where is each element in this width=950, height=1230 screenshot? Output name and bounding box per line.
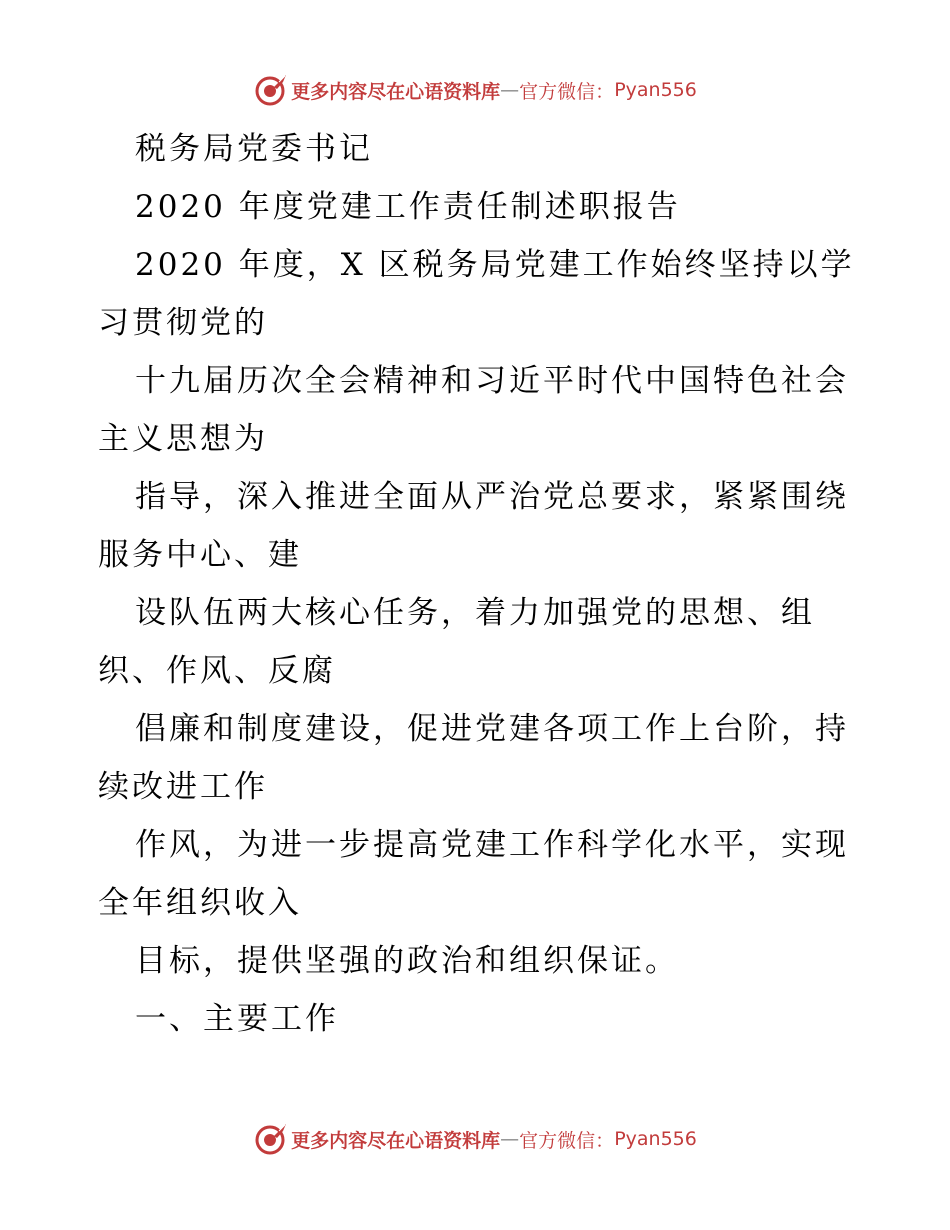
text-line: 2020 年度党建工作责任制述职报告 <box>135 189 681 225</box>
text-line: 税务局党委书记 <box>135 131 373 167</box>
text-line: 服务中心、建 <box>98 537 302 573</box>
text-line: 续改进工作 <box>98 769 268 805</box>
text-line: 2020 年度，X 区税务局党建工作始终坚持以学 <box>135 247 855 283</box>
text-line: 目标，提供坚强的政治和组织保证。 <box>135 943 679 979</box>
text-line: 十九届历次全会精神和习近平时代中国特色社会 <box>135 363 849 399</box>
text-line: 主义思想为 <box>98 421 268 457</box>
text-line: 全年组织收入 <box>98 885 302 921</box>
banner-dash: — <box>500 79 520 101</box>
header-watermark-banner <box>0 68 950 112</box>
text-line: 设队伍两大核心任务，着力加强党的思想、组 <box>135 595 815 631</box>
text-line: 作风，为进一步提高党建工作科学化水平，实现 <box>135 827 849 863</box>
text-line: 织、作风、反腐 <box>98 653 336 689</box>
document-body <box>98 120 868 1048</box>
banner-dash: — <box>500 1128 520 1150</box>
quill-logo-icon <box>253 72 289 108</box>
banner-wechat-label: 官方微信： <box>519 1129 615 1152</box>
quill-logo-icon <box>253 1121 289 1157</box>
banner-wechat-label: 官方微信： <box>519 80 615 103</box>
text-line: 指导，深入推进全面从严治党总要求，紧紧围绕 <box>135 479 849 515</box>
text-line: 倡廉和制度建设，促进党建各项工作上台阶，持 <box>135 711 849 747</box>
banner-wechat-id: Pyan556 <box>614 79 697 101</box>
banner-main-text: 更多内容尽在心语资料库 <box>291 1129 501 1152</box>
banner-wechat-id: Pyan556 <box>614 1128 697 1150</box>
banner-main-text: 更多内容尽在心语资料库 <box>291 80 501 103</box>
section-heading: 一、主要工作 <box>135 1001 339 1037</box>
text-line: 习贯彻党的 <box>98 305 268 341</box>
footer-watermark-banner <box>0 1117 950 1161</box>
